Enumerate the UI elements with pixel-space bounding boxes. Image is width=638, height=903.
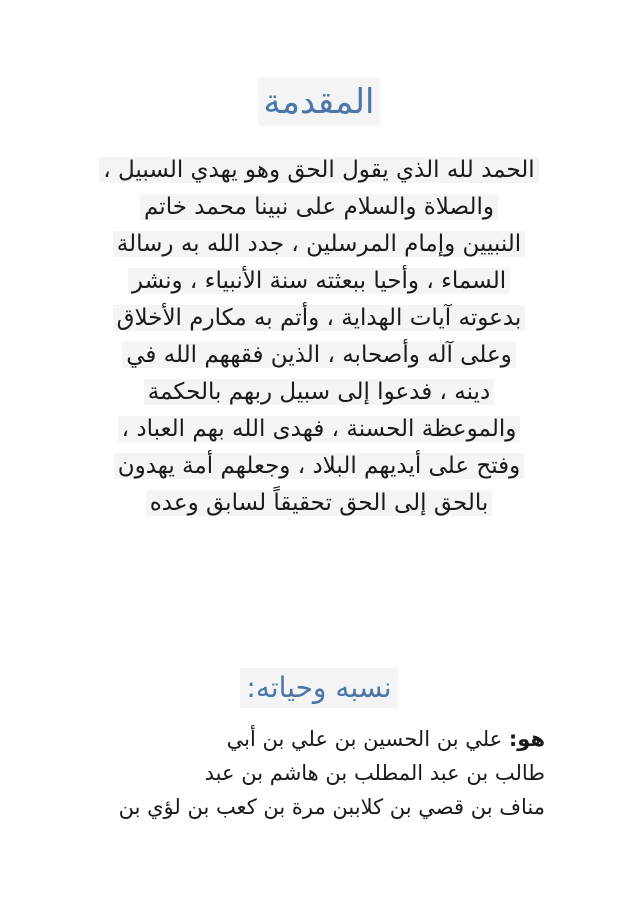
section-heading-text: نسبه وحياته:: [240, 668, 397, 708]
page-title-text: المقدمة: [258, 78, 381, 126]
intro-line: بالحق إلى الحق تحقيقاً لسابق وعده: [90, 485, 548, 522]
intro-line: والصلاة والسلام على نبينا محمد خاتم: [90, 189, 548, 226]
intro-paragraph: [90, 152, 548, 522]
lineage-line: مناف بن قصي بن كلاببن مرة بن كعب بن لؤي بن: [118, 795, 545, 819]
intro-line: السماء ، وأحيا ببعثته سنة الأنبياء ، ونشر: [90, 263, 548, 300]
section-heading: [0, 668, 638, 708]
lineage-lead: هو:: [508, 727, 545, 751]
intro-line: بدعوته آيات الهداية ، وأتم به مكارم الأخلاق: [90, 300, 548, 337]
intro-line: الحمد لله الذي يقول الحق وهو يهدي السبيل ،: [90, 152, 548, 189]
lineage-paragraph: [90, 722, 545, 824]
lineage-line: طالب بن عبد المطلب بن هاشم بن عبد: [204, 761, 545, 785]
lineage-line: [90, 722, 545, 756]
intro-line: النبيين وإمام المرسلين ، جدد الله به رسالة: [90, 226, 548, 263]
lineage-first-line: علي بن الحسين بن علي بن أبي: [226, 727, 509, 751]
intro-line: وعلى آله وأصحابه ، الذين فقههم الله في: [90, 337, 548, 374]
page-title: [0, 78, 638, 126]
intro-line: والموعظة الحسنة ، فهدى الله بهم العباد ،: [90, 411, 548, 448]
intro-line: وفتح على أيديهم البلاد ، وجعلهم أمة يهدون: [90, 448, 548, 485]
intro-line: دينه ، فدعوا إلى سبيل ربهم بالحكمة: [90, 374, 548, 411]
